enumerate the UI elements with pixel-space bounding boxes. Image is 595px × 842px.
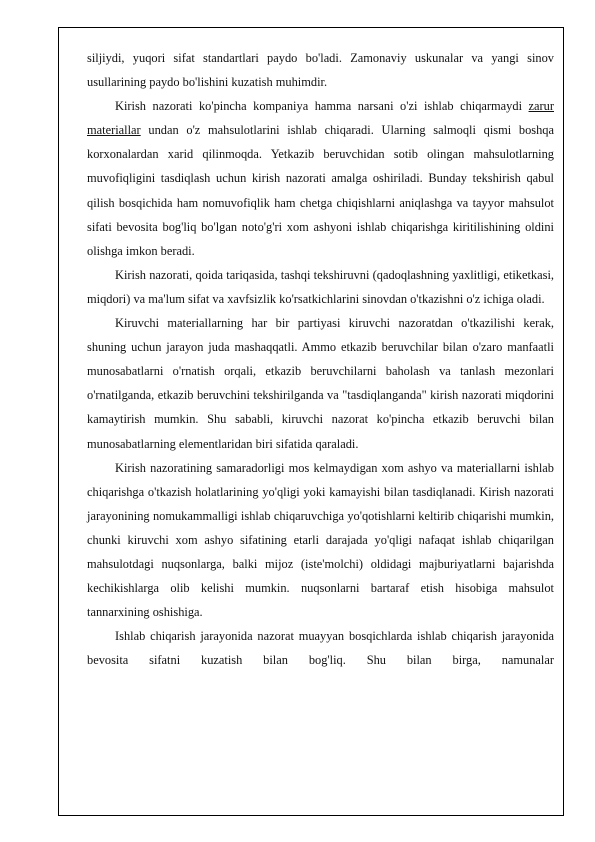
paragraph-6: Ishlab chiqarish jarayonida nazorat muayyan bosqichlarda ishlab chiqarish jarayonida bevosita sifatni kuzatish bilan bog'liq. Shu bilan birga, namunalar <box>87 629 554 668</box>
paragraph-3: Kirish nazorati, qoida tariqasida, tashqi tekshiruvni (qadoqlashning yaxlitligi, etiketkasi, miqdori) va ma'lum sifat va xavfsizlik ko'rsatkichlarini sinovdan o'tkazishni o'z ichiga oladi. <box>87 267 554 306</box>
paragraph-2-text-before: Kirish nazorati ko'pincha kompaniya hamma narsani o'zi ishlab chiqarmaydi <box>115 99 529 114</box>
paragraph-4: Kiruvchi materiallarning har bir partiyasi kiruvchi nazoratdan o'tkazilishi kerak, shuning uchun jarayon juda mashaqqatli. Ammo etkazib beruvchilar bilan o'zaro manfaatli munosabatlarni o'rnatish orqali, etkazib beruvchilarni baholash va tanlash mezonlari o'rnatilganda, etkazib beruvchini tekshirilganda va "tasdiqlanganda" kirish nazorati miqdorini kamaytirish mumkin. Shu sababli, kiruvchi nazorat ko'pincha etkazib beruvchi bilan munosabatlarning elementlaridan biri sifatida qaraladi. <box>87 316 554 451</box>
paragraph-5: Kirish nazoratining samaradorligi mos kelmaydigan xom ashyo va materiallarni ishlab chiqarishga o'tkazish holatlarining yo'qligi yoki kamayishi bilan tasdiqlanadi. Kirish nazorati jarayonining nomukammalligi ishlab chiqaruvchiga yo'qotishlarni keltirib chiqarishi mumkin, chunki kiruvchi xom ashyo sifatining etarli darajada yo'qligi nafaqat ishlab chiqarilgan mahsulotdagi nuqsonlarga, balki mijoz (iste'molchi) oldidagi majburiyatlarni bajarishda kechikishlarga olib kelishi mumkin. nuqsonlarni bartaraf etish hisobiga mahsulot tannarxining oshishiga. <box>87 460 554 620</box>
paragraph-2-text-after: undan o'z mahsulotlarini ishlab chiqaradi. Ularning salmoqli qismi boshqa korxonalardan xarid qilinmoqda. Yetkazib beruvchidan sotib olingan mahsulotlarning muvofiqligini tasdiqlash uchun kirish nazorati amalga oshiriladi. Bunday tekshirish qabul qilish bosqichida ham nomuvofiqlik ham chetga chiqishlarni aniqlashga va tayyor mahsulot sifati bevosita bog'liq bo'lgan noto'g'ri xom ashyoni ishlab chiqarishga kiritilishining oldini olishga imkon beradi. <box>87 123 554 258</box>
paragraph-2 <box>87 94 554 263</box>
document-body <box>87 46 554 672</box>
zarur-materiallar-link[interactable]: zarur materiallar <box>87 99 554 138</box>
paragraph-1: siljiydi, yuqori sifat standartlari paydo bo'ladi. Zamonaviy uskunalar va yangi sinov usullarining paydo bo'lishini kuzatish muhimdir. <box>87 51 554 90</box>
